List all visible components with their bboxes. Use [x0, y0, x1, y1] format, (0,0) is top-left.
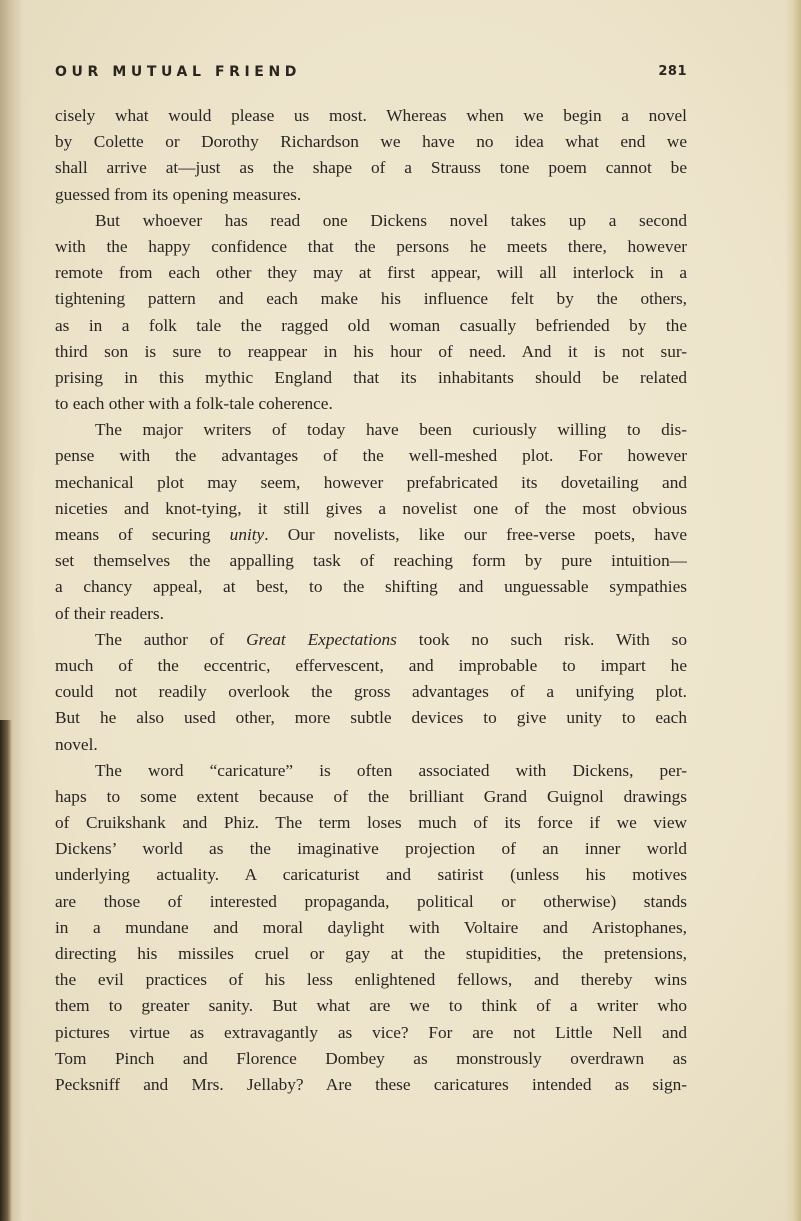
text-line: the evil practices of his less enlightened fellows, and thereby wins — [55, 970, 687, 990]
text-line: could not readily overlook the gross advantages of a unifying plot. — [55, 682, 687, 702]
text-line: third son is sure to reappear in his hour of need. And it is not sur- — [55, 341, 687, 361]
binding-edge — [0, 720, 12, 1221]
running-title: OUR MUTUAL FRIEND — [55, 64, 301, 80]
text-line: But whoever has read one Dickens novel takes up a second — [95, 210, 687, 230]
text-line: mechanical plot may seem, however prefabricated its dovetailing and — [55, 472, 687, 492]
text-line: But he also used other, more subtle devices to give unity to each — [55, 708, 687, 728]
text-line: are those of interested propaganda, political or otherwise) stands — [55, 891, 687, 911]
text-line: guessed from its opening measures. — [55, 184, 302, 204]
text-line: tightening pattern and each make his influence felt by the others, — [55, 289, 687, 309]
text-line: pictures virtue as extravagantly as vice? For are not Little Nell and — [55, 1022, 687, 1042]
text-line: novel. — [55, 734, 98, 754]
text-line: by Colette or Dorothy Richardson we have no idea what end we — [55, 132, 687, 152]
text-line: with the happy confidence that the persons he meets there, however — [55, 236, 687, 256]
text-line: Tom Pinch and Florence Dombey as monstrously overdrawn as — [55, 1048, 687, 1068]
text-line: prising in this mythic England that its inhabitants should be related — [55, 367, 687, 387]
text-line: as in a folk tale the ragged old woman casually befriended by the — [55, 315, 687, 335]
text-line: in a mundane and moral daylight with Voltaire and Aristophanes, — [55, 917, 687, 937]
text-line: pense with the advantages of the well-meshed plot. For however — [55, 446, 687, 466]
text-line: haps to some extent because of the brilliant Grand Guignol drawings — [55, 786, 687, 806]
text-line: means of securing unity. Our novelists, like our free-verse poets, have — [55, 525, 687, 544]
text-line: remote from each other they may at first appear, will all interlock in a — [55, 263, 687, 283]
text-line: them to greater sanity. But what are we to think of a writer who — [55, 996, 687, 1016]
text-line: a chancy appeal, at best, to the shifting and unguessable sympathies — [55, 577, 687, 597]
text-line: set themselves the appalling task of reaching form by pure intuition— — [55, 551, 687, 571]
text-line: The major writers of today have been curiously willing to dis- — [95, 420, 687, 440]
page-gutter-shadow — [0, 0, 34, 1221]
text-line: directing his missiles cruel or gay at the stupidities, the pretensions, — [55, 944, 687, 963]
text-line: The word “caricature” is often associated with Dickens, per- — [95, 760, 687, 780]
text-line: shall arrive at—just as the shape of a Strauss tone poem cannot be — [55, 158, 687, 178]
text-line: Pecksniff and Mrs. Jellaby? Are these caricatures intended as sign- — [55, 1074, 687, 1094]
page-number: 281 — [658, 64, 687, 79]
text-line: to each other with a folk-tale coherence. — [55, 394, 333, 414]
text-line: Dickens’ world as the imaginative projection of an inner world — [55, 839, 687, 859]
body-text — [55, 103, 687, 1098]
text-line: niceties and knot-tying, it still gives a novelist one of the most obvious — [55, 498, 687, 518]
text-line: of their readers. — [55, 603, 164, 623]
page-edge-shadow — [785, 0, 801, 1221]
text-line: much of the eccentric, effervescent, and improbable to impart he — [55, 655, 687, 675]
text-line: underlying actuality. A caricaturist and satirist (unless his motives — [55, 865, 687, 885]
text-line: cisely what would please us most. Whereas when we begin a novel — [55, 106, 687, 125]
text-line: The author of Great Expectations took no such risk. With so — [95, 629, 687, 649]
text-line: of Cruikshank and Phiz. The term loses much of its force if we view — [55, 813, 687, 833]
running-header — [55, 64, 745, 84]
